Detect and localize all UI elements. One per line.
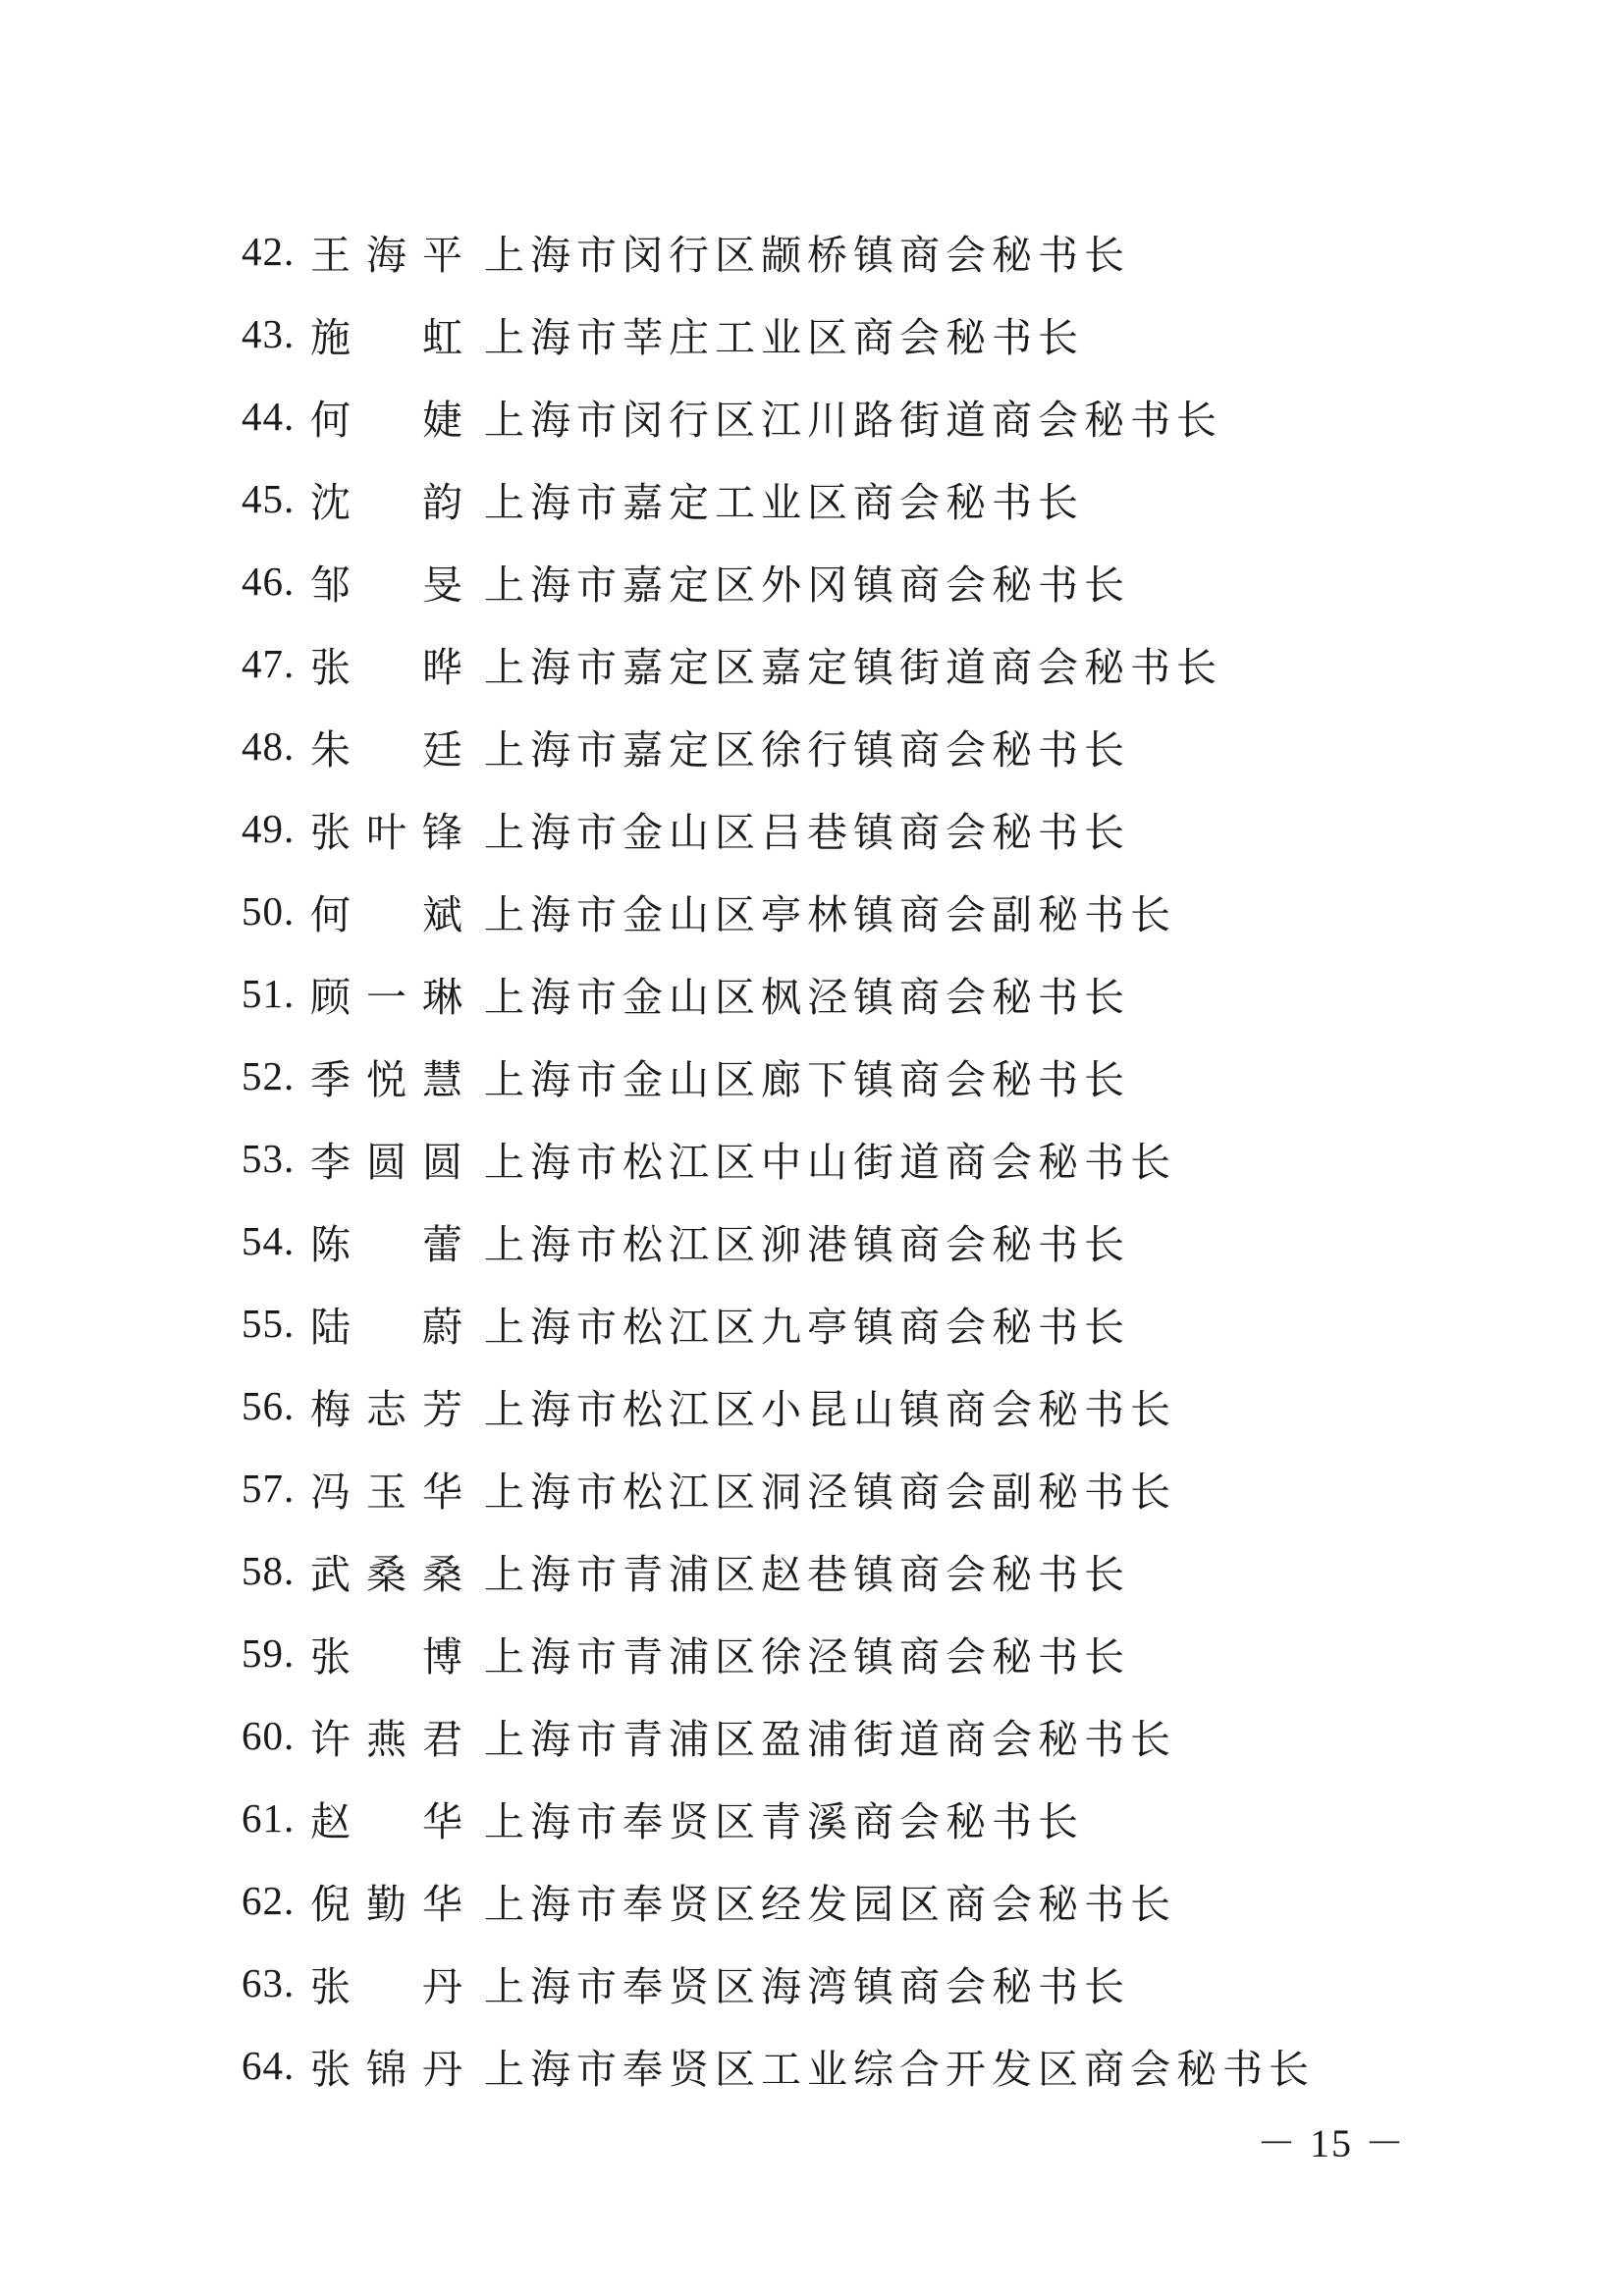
person-title: 上海市金山区吕巷镇商会秘书长: [484, 808, 1130, 856]
person-title: 上海市金山区亭林镇商会副秘书长: [484, 890, 1176, 938]
person-name: 张 晔: [310, 643, 462, 691]
list-item: [242, 1942, 1420, 2024]
item-number: 52.: [242, 1053, 296, 1098]
list-item: [242, 210, 1420, 293]
person-title: 上海市金山区廊下镇商会秘书长: [484, 1055, 1130, 1103]
person-name: 何 婕: [310, 396, 462, 444]
list-item: [242, 1859, 1420, 1942]
list-item: [242, 1364, 1420, 1447]
item-number: 57.: [242, 1466, 296, 1511]
person-title: 上海市青浦区徐泾镇商会秘书长: [484, 1632, 1130, 1681]
list-item: [242, 1529, 1420, 1612]
person-name: 张锦丹: [310, 2045, 462, 2093]
secretary-list: [242, 210, 1420, 2107]
person-name: 张叶锋: [310, 808, 462, 856]
list-item: [242, 1200, 1420, 1282]
item-number: 58.: [242, 1548, 296, 1593]
list-item: [242, 1282, 1420, 1364]
item-number: 59.: [242, 1630, 296, 1676]
person-title: 上海市奉贤区青溪商会秘书长: [484, 1797, 1084, 1845]
item-number: 64.: [242, 2043, 296, 2088]
person-name: 何 斌: [310, 890, 462, 938]
item-number: 62.: [242, 1878, 296, 1923]
list-item: [242, 457, 1420, 540]
list-item: [242, 1612, 1420, 1694]
person-name: 邹 旻: [310, 561, 462, 609]
person-name: 赵 华: [310, 1797, 462, 1845]
person-name: 冯玉华: [310, 1468, 462, 1516]
item-number: 55.: [242, 1301, 296, 1346]
person-name: 顾一琳: [310, 973, 462, 1021]
item-number: 48.: [242, 723, 296, 769]
item-number: 63.: [242, 1960, 296, 2005]
list-item: [242, 2024, 1420, 2107]
person-name: 沈 韵: [310, 478, 462, 526]
person-name: 李圆圆: [310, 1138, 462, 1186]
item-number: 51.: [242, 971, 296, 1016]
item-number: 50.: [242, 888, 296, 934]
person-title: 上海市闵行区江川路街道商会秘书长: [484, 396, 1222, 444]
person-title: 上海市松江区九亭镇商会秘书长: [484, 1303, 1130, 1351]
person-name: 倪勤华: [310, 1880, 462, 1928]
person-name: 朱 廷: [310, 725, 462, 774]
list-item: [242, 540, 1420, 622]
list-item: [242, 1694, 1420, 1777]
person-title: 上海市青浦区赵巷镇商会秘书长: [484, 1550, 1130, 1598]
list-item: [242, 1117, 1420, 1200]
item-number: 44.: [242, 394, 296, 439]
page-number: － 15 －: [1257, 2121, 1406, 2165]
person-name: 陈 蕾: [310, 1220, 462, 1268]
list-item: [242, 375, 1420, 457]
list-item: [242, 1447, 1420, 1529]
person-name: 施 虹: [310, 313, 462, 361]
person-title: 上海市嘉定区嘉定镇街道商会秘书长: [484, 643, 1222, 691]
person-title: 上海市嘉定工业区商会秘书长: [484, 478, 1084, 526]
item-number: 54.: [242, 1218, 296, 1263]
person-title: 上海市闵行区颛桥镇商会秘书长: [484, 231, 1130, 279]
person-name: 张 博: [310, 1632, 462, 1681]
list-item: [242, 1777, 1420, 1859]
person-title: 上海市奉贤区经发园区商会秘书长: [484, 1880, 1176, 1928]
list-item: [242, 705, 1420, 787]
person-title: 上海市嘉定区外冈镇商会秘书长: [484, 561, 1130, 609]
person-name: 许燕君: [310, 1715, 462, 1763]
list-item: [242, 870, 1420, 952]
person-title: 上海市松江区洞泾镇商会副秘书长: [484, 1468, 1176, 1516]
person-title: 上海市奉贤区工业综合开发区商会秘书长: [484, 2045, 1315, 2093]
person-title: 上海市松江区小昆山镇商会秘书长: [484, 1385, 1176, 1433]
list-item: [242, 787, 1420, 870]
person-name: 季悦慧: [310, 1055, 462, 1103]
person-title: 上海市奉贤区海湾镇商会秘书长: [484, 1962, 1130, 2010]
item-number: 61.: [242, 1795, 296, 1841]
list-item: [242, 622, 1420, 705]
person-name: 张 丹: [310, 1962, 462, 2010]
item-number: 56.: [242, 1383, 296, 1428]
item-number: 60.: [242, 1713, 296, 1758]
person-title: 上海市金山区枫泾镇商会秘书长: [484, 973, 1130, 1021]
person-title: 上海市青浦区盈浦街道商会秘书长: [484, 1715, 1176, 1763]
item-number: 47.: [242, 641, 296, 686]
person-title: 上海市松江区泖港镇商会秘书长: [484, 1220, 1130, 1268]
item-number: 49.: [242, 806, 296, 851]
person-name: 陆 蔚: [310, 1303, 462, 1351]
list-item: [242, 1035, 1420, 1117]
item-number: 46.: [242, 559, 296, 604]
person-name: 王海平: [310, 231, 462, 279]
person-name: 武桑桑: [310, 1550, 462, 1598]
person-name: 梅志芳: [310, 1385, 462, 1433]
item-number: 45.: [242, 476, 296, 521]
person-title: 上海市嘉定区徐行镇商会秘书长: [484, 725, 1130, 774]
item-number: 53.: [242, 1136, 296, 1181]
item-number: 43.: [242, 311, 296, 356]
item-number: 42.: [242, 229, 296, 274]
person-title: 上海市松江区中山街道商会秘书长: [484, 1138, 1176, 1186]
list-item: [242, 293, 1420, 375]
person-title: 上海市莘庄工业区商会秘书长: [484, 313, 1084, 361]
list-item: [242, 952, 1420, 1035]
